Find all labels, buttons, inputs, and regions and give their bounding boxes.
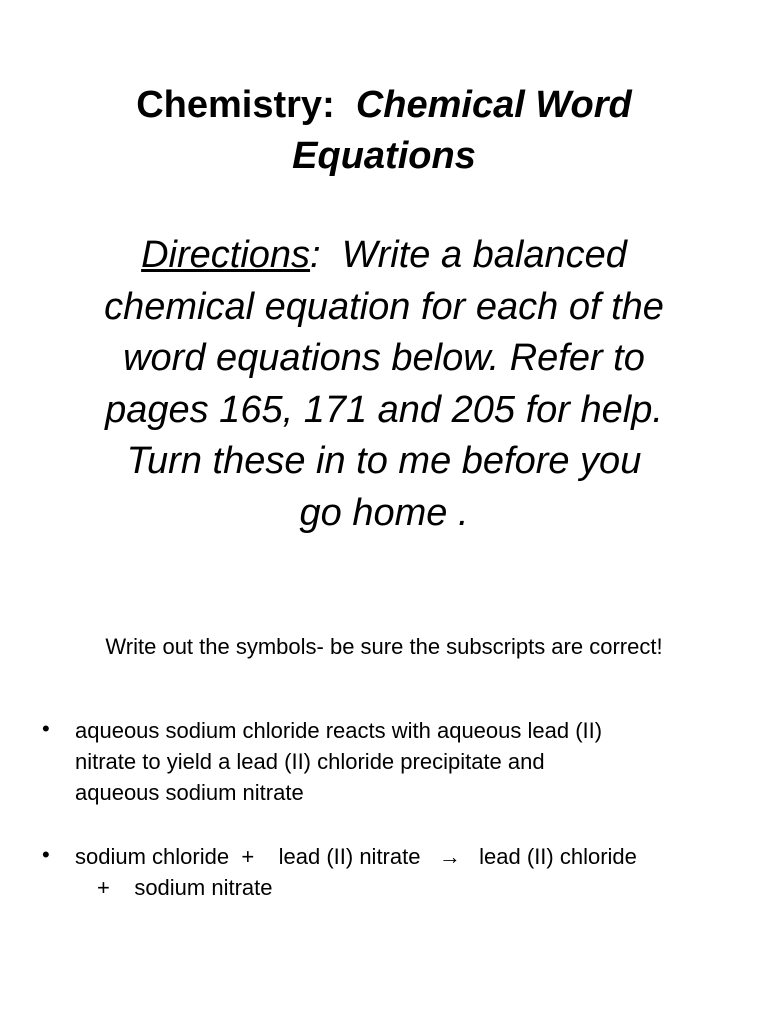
reactant-sodium-chloride: sodium chloride — [75, 844, 230, 869]
directions-label: Directions — [141, 234, 311, 276]
subscripts-note: Write out the symbols- be sure the subscripts are correct! — [105, 634, 663, 659]
word-equation-list — [40, 715, 740, 936]
directions-line: pages 165, 171 and 205 for help. — [105, 388, 663, 431]
directions-paragraph — [30, 230, 738, 539]
list-item — [40, 715, 740, 808]
list-item — [40, 841, 740, 903]
title-topic-line2: Equations — [292, 135, 476, 177]
reactant-lead-nitrate: lead (II) nitrate — [278, 844, 421, 869]
plus-sign: + — [97, 875, 110, 900]
plus-sign: + — [241, 844, 255, 869]
directions-line: Turn these in to me before you — [126, 440, 642, 482]
page-title — [40, 80, 728, 182]
equation-text-line: nitrate to yield a lead (II) chloride precipitate and — [75, 749, 545, 774]
directions-line: go home . — [299, 491, 469, 534]
directions-line: word equations below. Refer to — [123, 337, 645, 379]
directions-line: Write a balanced — [341, 234, 627, 276]
bullet-marker: • — [42, 842, 50, 867]
directions-line: chemical equation for each of the — [104, 285, 664, 328]
yield-arrow-icon: → — [438, 844, 461, 869]
equation-text-line: aqueous sodium nitrate — [75, 780, 304, 805]
product-sodium-nitrate: sodium nitrate — [134, 875, 273, 900]
title-topic-line1: Chemical Word — [355, 84, 632, 126]
bullet-marker: • — [42, 716, 50, 741]
product-lead-chloride: lead (II) chloride — [479, 844, 637, 869]
directions-colon: : — [310, 234, 321, 276]
title-subject: Chemistry: — [136, 84, 335, 126]
equation-text-line: aqueous sodium chloride reacts with aqueous lead (II) — [75, 718, 603, 743]
